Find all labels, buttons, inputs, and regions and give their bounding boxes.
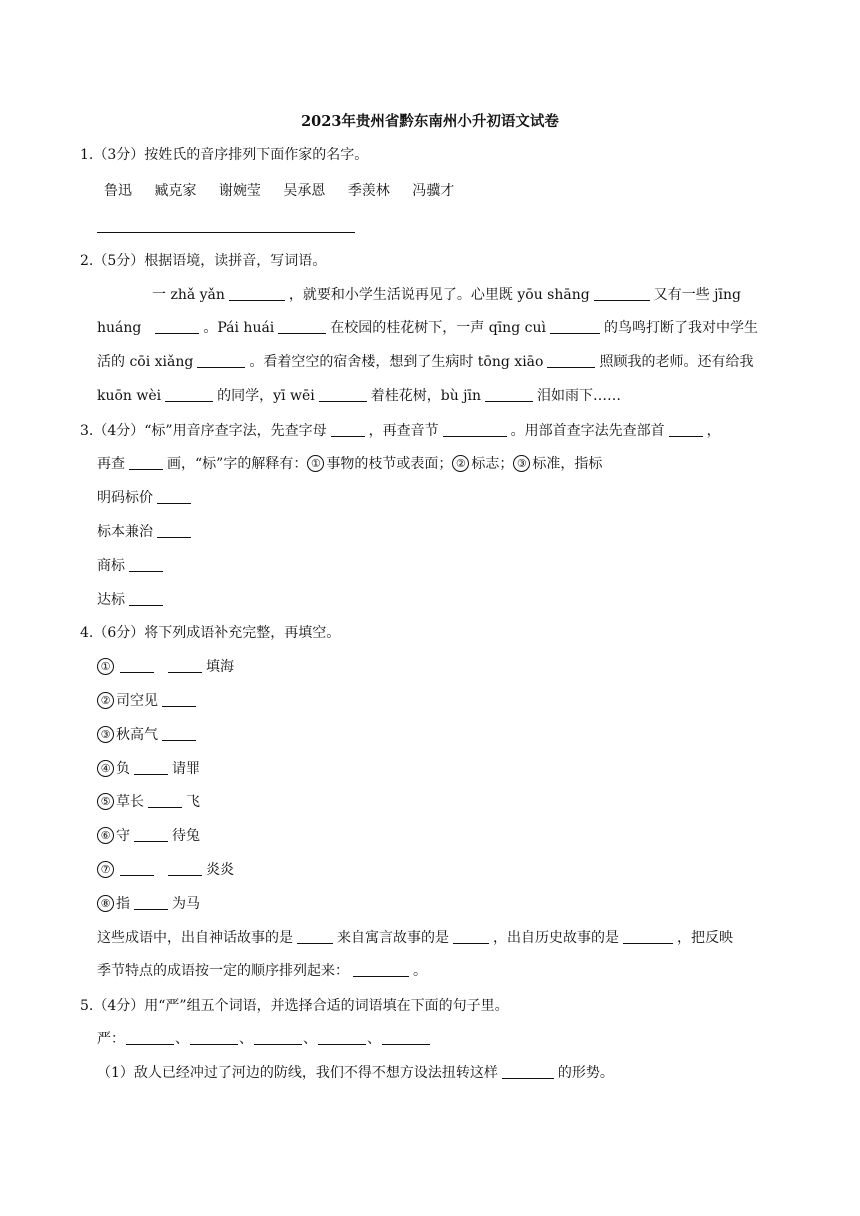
idiom-text: 请罪 (172, 761, 200, 777)
answer-blank[interactable] (126, 1030, 174, 1045)
separator: 、 (175, 1031, 189, 1047)
q3-text: 标准，指标 (532, 456, 603, 472)
circled-number: ① (307, 455, 324, 472)
answer-blank[interactable] (162, 692, 196, 707)
answer-blank[interactable] (129, 455, 163, 470)
answer-blank[interactable] (134, 895, 168, 910)
idiom-text: 守 (116, 828, 130, 844)
q2-text: 着桂花树，bù jīn (370, 388, 482, 404)
q2-text: 又有一些 jīng (653, 287, 741, 303)
circled-number: ① (97, 658, 114, 675)
idiom-text: 飞 (186, 794, 200, 810)
circled-number: ⑥ (97, 827, 114, 844)
answer-blank[interactable] (318, 1030, 366, 1045)
author-name: 季羡林 (347, 183, 390, 199)
idiom-item (97, 759, 200, 779)
q4-text: ，把反映 (677, 930, 733, 946)
answer-blank[interactable] (669, 422, 703, 437)
q2-text: 泪如雨下…… (537, 388, 622, 404)
circled-number: ⑧ (97, 895, 114, 912)
q1-answer-line[interactable] (97, 232, 355, 233)
q2-line-4 (97, 386, 621, 406)
answer-blank[interactable] (129, 591, 163, 606)
q4-text: 这些成语中，出自神话故事的是 (97, 930, 293, 946)
q3-item (97, 590, 167, 610)
circled-number: ② (97, 692, 114, 709)
circled-number: ④ (97, 760, 114, 777)
idiom-item (97, 725, 200, 745)
author-name: 臧克家 (154, 183, 197, 199)
answer-blank[interactable] (120, 658, 154, 673)
q2-text: huáng (97, 320, 142, 336)
idiom-text: 指 (116, 896, 130, 912)
author-name: 谢婉莹 (218, 183, 261, 199)
q1-names (104, 181, 454, 201)
circled-number: ⑦ (97, 861, 114, 878)
q4-stem: 4.（6分）将下列成语补充完整，再填空。 (80, 625, 341, 641)
answer-blank[interactable] (120, 861, 154, 876)
separator: 、 (367, 1031, 381, 1047)
answer-blank[interactable] (155, 319, 199, 334)
q2-text: 一 zhǎ yǎn (152, 287, 225, 303)
answer-blank[interactable] (353, 962, 409, 977)
q2-text: 的鸟鸣打断了我对中学生 (603, 320, 758, 336)
q3-text: 。用部首查字法先查部首 (510, 423, 665, 439)
answer-blank[interactable] (197, 353, 245, 368)
separator: 、 (303, 1031, 317, 1047)
q4-text: ，出自历史故事的是 (493, 930, 619, 946)
q3-item (97, 522, 195, 542)
q1-stem: 1.（3分）按姓氏的音序排列下面作家的名字。 (80, 147, 369, 163)
idiom-item (97, 894, 200, 914)
idiom-text: 司空见 (116, 693, 158, 709)
q3-word: 标本兼治 (97, 524, 153, 540)
q3-text: 标志； (471, 456, 514, 472)
circled-number: ② (452, 455, 469, 472)
q3-word: 明码标价 (97, 490, 153, 506)
answer-blank[interactable] (319, 387, 367, 402)
q3-item (97, 556, 167, 576)
idiom-item (97, 860, 234, 880)
q2-line-1 (152, 285, 741, 305)
q3-text: 再查 (97, 456, 125, 472)
q3-line-2 (97, 454, 602, 474)
separator: 、 (239, 1031, 253, 1047)
answer-blank[interactable] (547, 353, 595, 368)
answer-blank[interactable] (134, 827, 168, 842)
q3-text: 3.（4分）“标”用音序查字法，先查字母 (80, 423, 327, 439)
answer-blank[interactable] (594, 286, 650, 301)
q5-text: 的形势。 (557, 1065, 614, 1081)
answer-blank[interactable] (157, 523, 191, 538)
q5-sentence-1 (97, 1063, 614, 1083)
q3-text: ，再查音节 (368, 423, 439, 439)
answer-blank[interactable] (382, 1030, 430, 1045)
q4-fill-line-1 (97, 928, 733, 948)
answer-blank[interactable] (129, 557, 163, 572)
answer-blank[interactable] (443, 422, 507, 437)
idiom-text: 炎炎 (206, 862, 234, 878)
circled-number: ⑤ (97, 793, 114, 810)
author-name: 冯骥才 (412, 183, 455, 199)
idiom-item (97, 691, 200, 711)
q2-line-3 (97, 352, 753, 372)
answer-blank[interactable] (134, 760, 168, 775)
q3-word: 商标 (97, 558, 125, 574)
q3-word: 达标 (97, 592, 125, 608)
answer-blank[interactable] (502, 1064, 554, 1079)
q4-text: 来自寓言故事的是 (337, 930, 449, 946)
author-name: 鲁迅 (104, 183, 132, 199)
q2-text: 的同学，yī wēi (217, 388, 315, 404)
q2-line-2 (97, 318, 758, 338)
q4-text: 。 (413, 963, 427, 979)
idiom-text: 待兔 (172, 828, 200, 844)
q3-text: 画，“标”字的解释有： (167, 456, 308, 472)
answer-blank[interactable] (550, 319, 600, 334)
idiom-text: 为马 (172, 896, 200, 912)
q3-text: 事物的枝节或表面； (326, 456, 453, 472)
answer-blank[interactable] (485, 387, 533, 402)
q3-line-1 (80, 421, 721, 441)
answer-blank[interactable] (297, 929, 333, 944)
q3-text: ， (706, 423, 721, 439)
answer-blank[interactable] (168, 658, 202, 673)
idiom-item (97, 792, 200, 812)
q3-item (97, 488, 195, 508)
q5-word-blanks (97, 1029, 431, 1049)
q2-text: 活的 cōi xiǎng (97, 354, 194, 370)
q4-text: 季节特点的成语按一定的顺序排列起来： (97, 963, 349, 979)
answer-blank[interactable] (453, 929, 489, 944)
q2-text: ，就要和小学生活说再见了。心里既 yōu shāng (288, 287, 590, 303)
q2-stem: 2.（5分）根据语境，读拼音，写词语。 (80, 253, 327, 269)
idiom-text: 秋高气 (116, 727, 158, 743)
idiom-item (97, 657, 234, 677)
q5-text: （1）敌人已经冲过了河边的防线，我们不得不想方设法扭转这样 (97, 1065, 498, 1081)
q2-text: 。Pái huái (203, 320, 275, 336)
q5-stem: 5.（4分）用“严”组五个词语，并选择合适的词语填在下面的句子里。 (80, 998, 509, 1014)
exam-title: 2023年贵州省黔东南州小升初语文试卷 (301, 113, 559, 130)
q5-label: 严： (97, 1031, 125, 1047)
q4-fill-line-2 (97, 961, 427, 981)
author-name: 吴承恩 (283, 183, 326, 199)
answer-blank[interactable] (168, 861, 202, 876)
answer-blank[interactable] (157, 489, 191, 504)
idiom-text: 草长 (116, 794, 144, 810)
idiom-item (97, 826, 200, 846)
answer-blank[interactable] (190, 1030, 238, 1045)
answer-blank[interactable] (148, 793, 182, 808)
answer-blank[interactable] (165, 387, 213, 402)
q2-text: kuōn wèi (97, 388, 162, 404)
answer-blank[interactable] (331, 422, 365, 437)
circled-number: ③ (513, 455, 530, 472)
q2-text: 在校园的桂花树下，一声 qīng cuì (330, 320, 546, 336)
idiom-text: 负 (116, 761, 130, 777)
q2-text: 照顾我的老师。还有给我 (599, 354, 754, 370)
answer-blank[interactable] (162, 726, 196, 741)
idiom-text: 填海 (206, 659, 234, 675)
answer-blank[interactable] (254, 1030, 302, 1045)
answer-blank[interactable] (623, 929, 673, 944)
circled-number: ③ (97, 726, 114, 743)
answer-blank[interactable] (229, 286, 285, 301)
q2-text: 。看着空空的宿舍楼，想到了生病时 tōng xiāo (249, 354, 544, 370)
answer-blank[interactable] (278, 319, 326, 334)
